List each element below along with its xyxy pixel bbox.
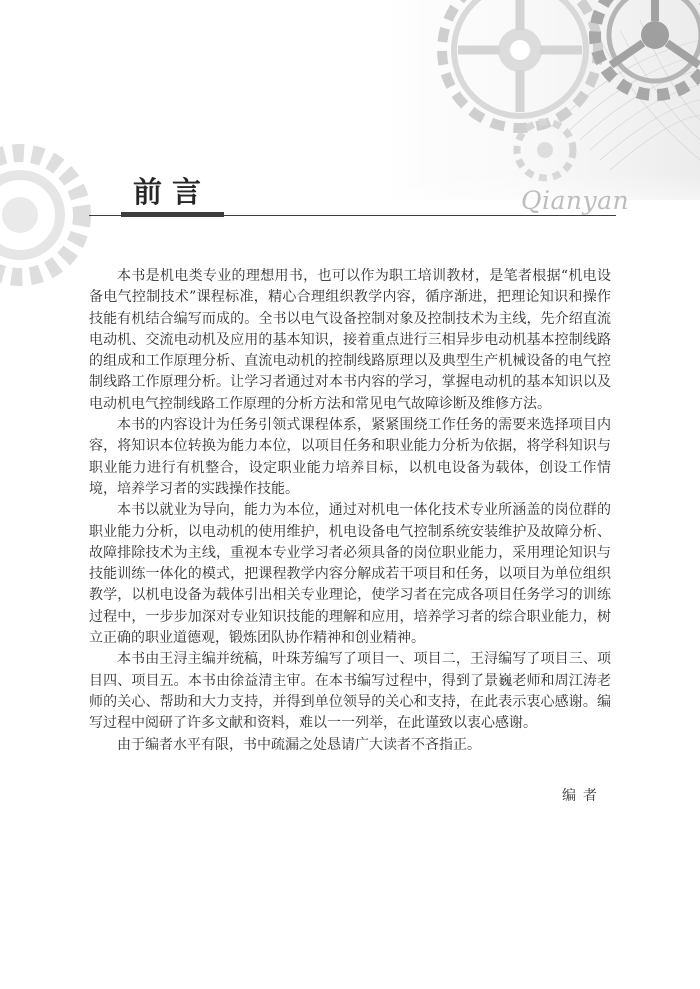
paragraph: 本书的内容设计为任务引领式课程体系，紧紧围绕工作任务的需要来选择项目内容，将知识本位转换为能力本位，以项目任务和职业能力分析为依据，将学科知识与职业能力进行有机整合，设定职业能力培养目标，以机电设备为载体，创设工作情境，培养学习者的实践操作技能。 xyxy=(89,417,611,497)
title-pinyin: Qianyan xyxy=(521,186,630,215)
fade-overlay-left xyxy=(380,0,500,230)
paragraph: 由于编者水平有限，书中疏漏之处恳请广大读者不吝指正。 xyxy=(117,736,481,753)
page-title: 前言 xyxy=(133,175,212,209)
paragraph: 本书以就业为导向，能力为本位，通过对机电一体化技术专业所涵盖的岗位群的职业能力分析，以电动机的使用维护，机电设备电气控制系统安装维护及故障分析、故障排除技术为主线，重视本专业学习者必须具备的岗位职业能力，采用理论知识与技能训练一体化的模式，把课程教学内容分解成若干项目和任务，以项目为单位组织教学，以机电设备为载体引出相关专业理论，使学习者在完成各项目任务学习的训练过程中，一步步加深对专业知识技能的理解和应用，培养学习者的综合职业能力，树立正确的职业道德观，锻炼团队协作精神和创业精神。 xyxy=(89,502,611,647)
author-signature: 编者 xyxy=(562,788,604,804)
paragraph: 本书由王浔主编并统稿，叶珠芳编写了项目一、项目二，王浔编写了项目三、项目四、项目五。本书由徐益清主审。在本书编写过程中，得到了景巍老师和周江涛老师的关心、帮助和大力支持，并得到单位领导的关心和支持，在此表示衷心感谢。编写过程中阅研了许多文献和资料，难以一一列举，在此谨致以衷心感谢。 xyxy=(89,651,611,732)
preface-body xyxy=(89,266,611,756)
paragraph: 本书是机电类专业的理想用书，也可以作为职工培训教材，是笔者根据“机电设备电气控制技术”课程标准，精心合理组织教学内容，循序渐进，把理论知识和操作技能有机结合编写而成的。全书以电气设备控制对象及控制技术为主线，先介绍直流电动机、交流电动机及应用的基本知识，接着重点进行三相异步电动机基本控制线路的组成和工作原理分析、直流电动机的控制线路原理以及典型生产机械设备的电气控制线路工作原理分析。让学习者通过对本书内容的学习，掌握电动机的基本知识以及电动机电气控制线路工作原理的分析方法和常见电气故障诊断及维修方法。 xyxy=(89,268,611,412)
left-gear-icon xyxy=(0,153,82,277)
title-underline-accent xyxy=(121,212,224,217)
